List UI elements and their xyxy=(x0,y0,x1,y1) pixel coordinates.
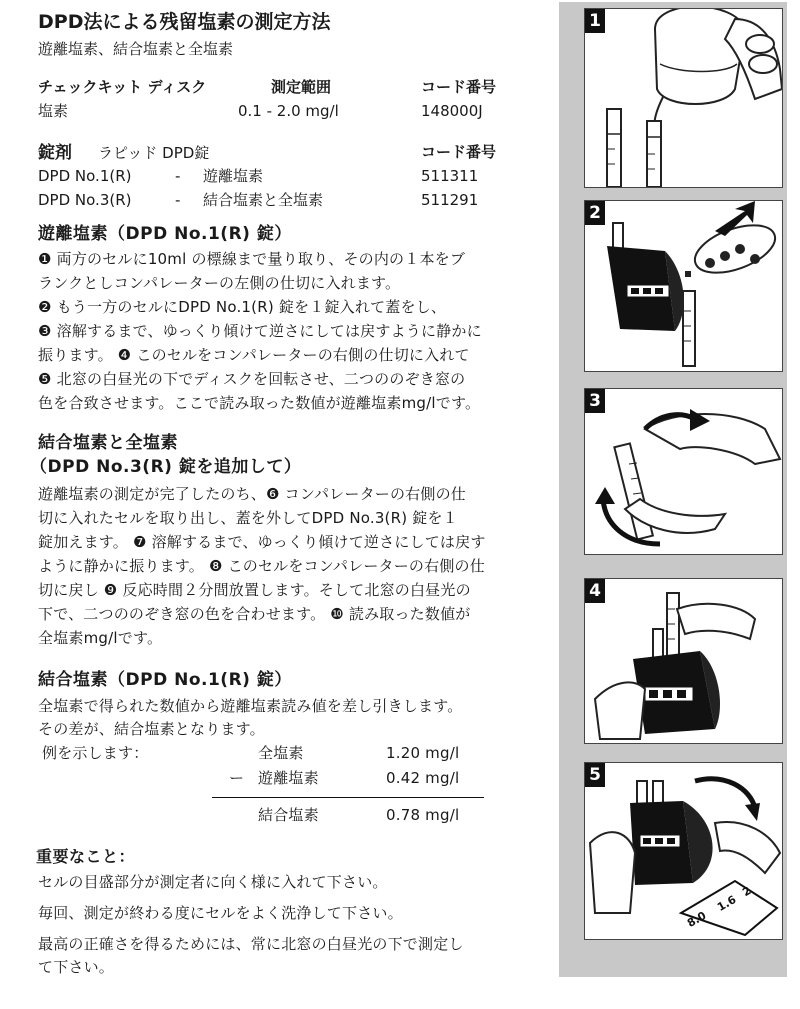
add-tablet-icon xyxy=(585,201,782,371)
invert-cell-icon xyxy=(585,389,782,554)
step-number: 1 xyxy=(585,9,605,33)
insert-cell-icon xyxy=(585,579,782,743)
section1-line: ❶ 両方のセルに10ml の標線まで量り取り、その内の１本をブ xyxy=(38,250,466,268)
step-number: 2 xyxy=(585,201,605,225)
section2-line: 全塩素mg/lです。 xyxy=(38,629,163,647)
example-combined-label: 結合塩素 xyxy=(258,806,319,824)
table2-row1-dash: - xyxy=(175,167,181,185)
rotate-disc-icon xyxy=(585,763,782,939)
example-label: 例を示します： xyxy=(42,744,149,762)
table2-row2-dash: - xyxy=(175,191,181,209)
dial-reading: 1.6 xyxy=(715,892,739,915)
dial-reading: 8.0 xyxy=(685,908,709,931)
notes-line: セルの目盛部分が測定者に向く様に入れて下さい。 xyxy=(38,873,388,891)
section1-line: ❷ もう一方のセルにDPD No.1(R) 錠を１錠入れて蓋をし、 xyxy=(38,298,447,316)
table1-header-code: コード番号 xyxy=(421,78,497,96)
notes-title: 重要なこと： xyxy=(36,847,136,866)
table2-row2-code: 511291 xyxy=(421,191,479,209)
example-free-value: 0.42 mg/l xyxy=(386,769,460,787)
notes-line: 毎回、測定が終わる度にセルをよく洗浄して下さい。 xyxy=(38,904,403,922)
table1-header-disk: チェックキット ディスク xyxy=(38,78,207,96)
section3-title: 結合塩素（DPD No.1(R) 錠） xyxy=(38,670,292,690)
table2-header-code: コード番号 xyxy=(421,143,497,161)
notes-line: 最高の正確さを得るためには、常に北窓の白昼光の下で測定し xyxy=(38,935,464,953)
table1-cell-item: 塩素 xyxy=(38,102,69,120)
table2-row2-name: DPD No.3(R) xyxy=(38,191,132,209)
section1-title: 遊離塩素（DPD No.1(R) 錠） xyxy=(38,224,292,244)
section2-title-sub: （DPD No.3(R) 錠を追加して） xyxy=(30,457,302,477)
section1-line: 振ります。 ❹ このセルをコンパレーターの右側の仕切に入れて xyxy=(38,346,470,364)
table1-cell-code: 148000J xyxy=(421,102,483,120)
step-number: 4 xyxy=(585,579,605,603)
example-minus-sign: ー xyxy=(229,769,245,787)
section1-line: ❸ 溶解するまで、ゆっくり傾けて逆さにしては戻すように静かに xyxy=(38,322,482,340)
section2-line: 切に戻し ❾ 反応時間２分間放置します。そして北窓の白昼光の xyxy=(38,581,471,599)
step-3-illustration xyxy=(584,388,783,555)
step-2-illustration xyxy=(584,200,783,372)
dial-reading: 2 xyxy=(740,883,754,900)
page-subtitle: 遊離塩素、結合塩素と全塩素 xyxy=(38,40,234,58)
example-divider xyxy=(212,797,484,798)
section2-line: 錠加えます。 ❼ 溶解するまで、ゆっくり傾けて逆さにしては戻す xyxy=(38,533,486,551)
section1-line: ランクとしコンパレーターの左側の仕切に入れます。 xyxy=(38,274,401,292)
section1-line: ❺ 北窓の白昼光の下でディスクを回転させ、二つののぞき窓の xyxy=(38,370,466,388)
step-1-illustration xyxy=(584,8,783,188)
pouring-sample-icon xyxy=(585,9,782,187)
step-4-illustration xyxy=(584,578,783,744)
section2-title: 結合塩素と全塩素 xyxy=(38,433,178,453)
table1-header-range: 測定範囲 xyxy=(271,78,332,96)
section2-line: 遊離塩素の測定が完了したのち、❻ コンパレーターの右側の仕 xyxy=(38,485,466,503)
notes-line: て下さい。 xyxy=(38,958,115,976)
example-free-label: 遊離塩素 xyxy=(258,769,319,787)
table1-cell-range: 0.1 - 2.0 mg/l xyxy=(238,102,339,120)
page-title: DPD法による残留塩素の測定方法 xyxy=(38,11,331,33)
table2-row1-name: DPD No.1(R) xyxy=(38,167,132,185)
table2-row2-desc: 結合塩素と全塩素 xyxy=(203,191,324,209)
example-total-value: 1.20 mg/l xyxy=(386,744,460,762)
section1-line: 色を合致させます。ここで読み取った数値が遊離塩素mg/lです。 xyxy=(38,394,481,412)
section3-line: 全塩素で得られた数値から遊離塩素読み値を差し引きします。 xyxy=(38,697,463,715)
example-combined-value: 0.78 mg/l xyxy=(386,806,460,824)
step-5-illustration xyxy=(584,762,783,940)
table2-row1-desc: 遊離塩素 xyxy=(203,167,264,185)
example-total-label: 全塩素 xyxy=(258,744,304,762)
table2-header-product: ラピッド DPD錠 xyxy=(98,144,210,162)
section2-line: 切に入れたセルを取り出し、蓋を外してDPD No.3(R) 錠を１ xyxy=(38,509,458,527)
table2-header-tablet: 錠剤 xyxy=(38,143,72,163)
step-number: 5 xyxy=(585,763,605,787)
section2-line: ように静かに振ります。 ❽ このセルをコンパレーターの右側の仕 xyxy=(38,557,485,575)
section3-line: その差が、結合塩素となります。 xyxy=(38,720,265,738)
step-number: 3 xyxy=(585,389,605,413)
table2-row1-code: 511311 xyxy=(421,167,479,185)
section2-line: 下で、二つののぞき窓の色を合わせます。 ❿ 読み取った数値が xyxy=(38,605,471,623)
